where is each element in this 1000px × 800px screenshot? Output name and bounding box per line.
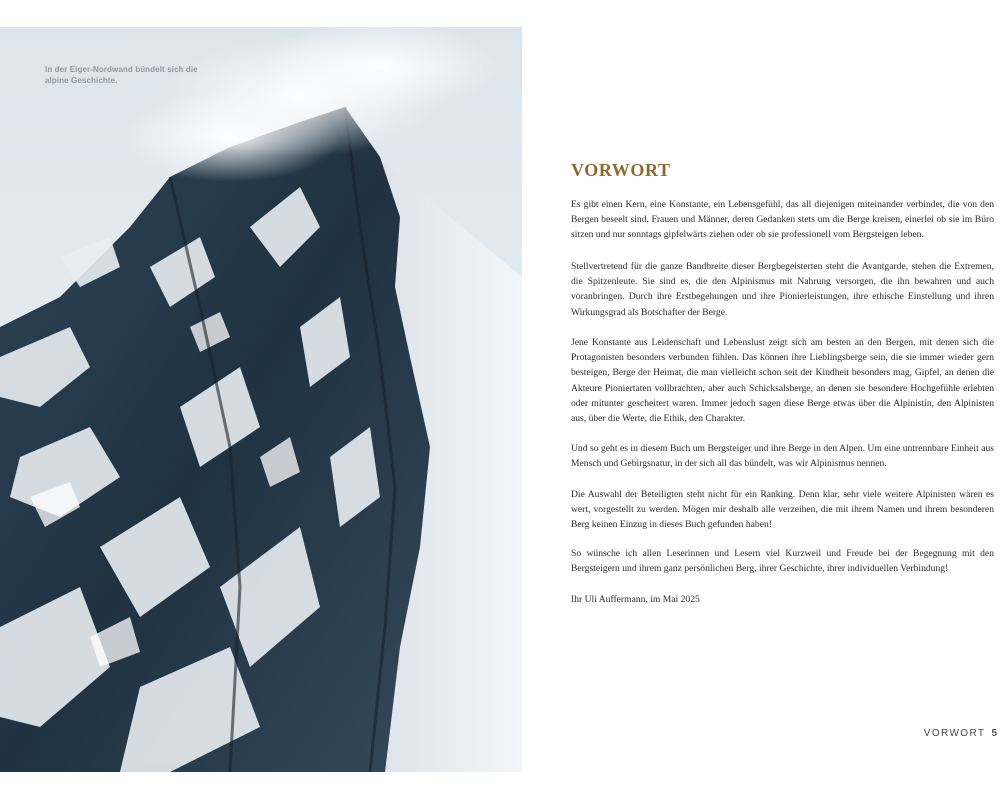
eiger-north-face-illustration [0,27,522,772]
paragraph-6: So wünsche ich allen Leserinnen und Lesern viel Kurzweil und Freude bei der Begegnung mit den Bergsteigern und ihrem ganz persönlichen Berg, ihrer Geschichte, ihrer individuellen Verbindung! [571,548,994,575]
paragraph-3: Jene Konstante aus Leidenschaft und Lebenslust zeigt sich am besten an den Bergen, mit denen sich die Protagonisten besonders verbunden fühlen. Das können ihre Lieblingsberge sein, die sie immer wieder gern besteigen, Berge der Heimat, die man vielleicht schon seit der Kindheit besonders mag, Gipfel, an denen die Akteure Pioniertaten vollbrachten, aber auch Schicksalsberge, an denen sie besondere Hochgefühle erlebten oder mitunter gescheitert waren. Immer jedoch sagen diese Berge etwas über die Alpinistin, den Alpinisten aus, über die Werte, die Ethik, den Charakter. [571,337,994,425]
chapter-title: VORWORT [571,160,671,180]
mountain-photo [0,27,522,772]
page-footer [924,728,997,739]
running-head: VORWORT [923,728,986,739]
paragraph-2: Stellvertretend für die ganze Bandbreite dieser Bergbegeisterten steht die Avantgarde, stehen die Extremen, die Spitzenleute. Sie sind es, die den Alpinismus mit Nahrung versorgen, die ihn bewahren und auch voranbringen. Durch ihre Erstbegehungen und ihre Pionierleistungen, ihre ethische Einstellung und ihren Wirkungsgrad als Botschafter der Berge. [571,261,994,318]
photo-caption: In der Eiger-Nordwand bündelt sich die alpine Geschichte. [45,65,198,85]
paragraph-4: Und so geht es in diesem Buch um Bergsteiger und ihre Berge in den Alpen. Um eine untrennbare Einheit aus Mensch und Gebirgsnatur, in der sich all das bündelt, was wir Alpinismus nennen. [571,443,994,470]
page-number: 5 [991,728,997,739]
paragraph-1: Es gibt einen Kern, eine Konstante, ein Lebensgefühl, das all diejenigen miteinander verbindet, die von den Bergen beseelt sind. Frauen und Männer, deren Gedanken stets um die Berge kreisen, einerlei ob sie im Büro sitzen und nur sonntags gipfelwärts ziehen oder ob sie professionell vom Bergsteigen leben. [571,199,994,241]
signature-line: Ihr Uli Auffermann, im Mai 2025 [571,594,700,605]
paragraph-5: Die Auswahl der Beteiligten steht nicht für ein Ranking. Denn klar, sehr viele weitere Alpinisten wären es wert, vorgestellt zu werden. Mögen mir deshalb alle verzeihen, die mit ihrem Namen und ihrem besonderen Berg keinen Einzug in dieses Buch gefunden haben! [571,489,994,531]
